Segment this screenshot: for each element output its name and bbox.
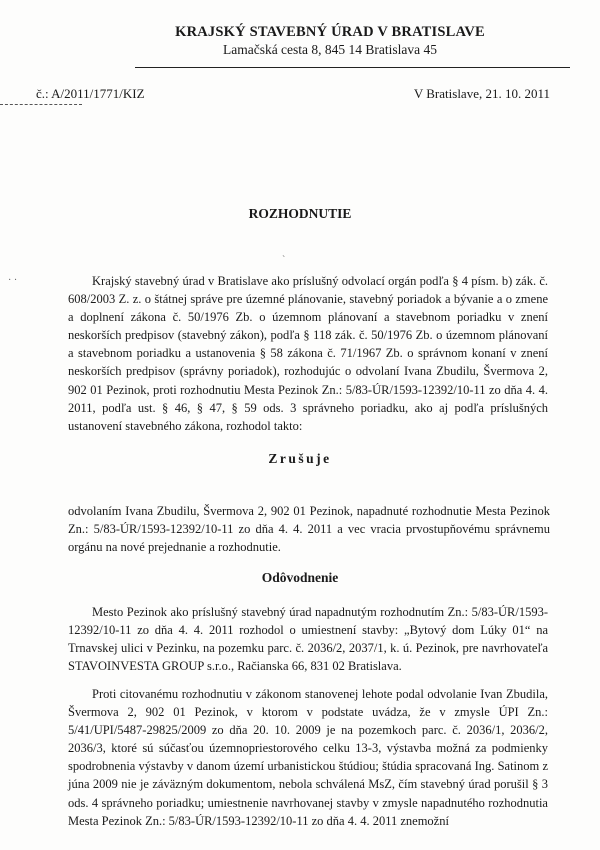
verdict-heading: Zrušuje [268, 451, 332, 466]
reference-number: č.: A/2011/1771/KIZ [36, 86, 145, 101]
verdict-paragraph: odvolaním Ivana Zbudilu, Švermova 2, 902 01 Pezinok, napadnuté rozhodnutie Mesta Pezinok Zn.: 5/83-ÚR/1593-12392/10-11 zo dňa 4. 4. 2011 a vec vracia prvostupňovému správnemu orgánu na nové prejednanie a rozhodnutie. [68, 504, 550, 555]
authority-name: KRAJSKÝ STAVEBNÝ ÚRAD V BRATISLAVE [175, 24, 485, 40]
reasoning-paragraph: Proti citovanému rozhodnutiu v zákonom stanovenej lehote podal odvolanie Ivan Zbudila, Švermova 2, 902 01 Pezinok, v ktorom v podstate uvádza, že v zmysle ÚPI Zn.: 5/41/UPI/5487-29825/2009 zo dňa 20. 10. 2009 je na pozemkoch parc. č. 2036/1, 2036/2, 2036/3, ktoré sú súčasťou územnopriestorového celku 13-3, výstavba možná za podmienky spodrobnenia výstavby v danom území urbanistickou štúdiou; štúdia spracovaná Ing. Satinom z júna 2009 nie je záväzným dokumentom, nebola schválená MsZ, čím stavebný úrad porušil § 3 ods. 4 správneho poriadku; umiestnenie navrhovanej stavby v zmysle napadnutého rozhodnutia Mesta Pezinok Zn.: 5/83-ÚR/1593-12392/10-11 zo dňa 4. 4. 2011 znemožní [68, 687, 548, 828]
authority-address: Lamačská cesta 8, 845 14 Bratislava 45 [222, 42, 438, 57]
scan-mark: · · [8, 275, 18, 286]
place-date: V Bratislave, 21. 10. 2011 [413, 86, 550, 101]
intro-paragraph: Krajský stavebný úrad v Bratislave ako príslušný odvolací orgán podľa § 4 písm. b) zák. č. 608/2003 Z. z. o štátnej správe pre územné plánovanie, stavebný poriadok a bývanie a o zmene a doplnení zákona č. 50/1976 Zb. o územnom plánovaní a stavebnom poriadku v znení neskorších predpisov (stavebný zákon), podľa § 118 zák. č. 50/1976 Zb. o územnom plánovaní a stavebnom poriadku a ustanovenia § 58 zákona č. 71/1967 Zb. o správnom konaní v znení neskorších predpisov (správny poriadok), rozhodujúc o odvolaní Ivana Zbudilu, Švermova 2, 902 01 Pezinok, proti rozhodnutiu Mesta Pezinok Zn.: 5/83-ÚR/1593-12392/10-11 zo dňa 4. 4. 2011, podľa ust. § 46, § 47, § 59 ods. 3 správneho poriadku, ako aj podľa príslušných ustanovení stavebného zákona, rozhodol takto: [68, 274, 548, 433]
decision-title: ROZHODNUTIE [248, 206, 352, 221]
reasoning-heading: Odôvodnenie [261, 570, 339, 585]
header-rule [135, 67, 570, 68]
margin-rule [0, 104, 82, 105]
scan-mark: ` [282, 255, 286, 266]
reasoning-paragraph: Mesto Pezinok ako príslušný stavebný úrad napadnutým rozhodnutím Zn.: 5/83-ÚR/1593-12392/10-11 zo dňa 4. 4. 2011 rozhodol o umiestnení stavby: „Bytový dom Lúky 01“ na Trnavskej ulici v Pezinku, na pozemku parc. č. 2036/2, 2037/1, k. ú. Pezinok, pre navrhovateľa STAVOINVESTA GROUP s.r.o., Račianska 66, 831 02 Bratislava. [68, 605, 548, 674]
